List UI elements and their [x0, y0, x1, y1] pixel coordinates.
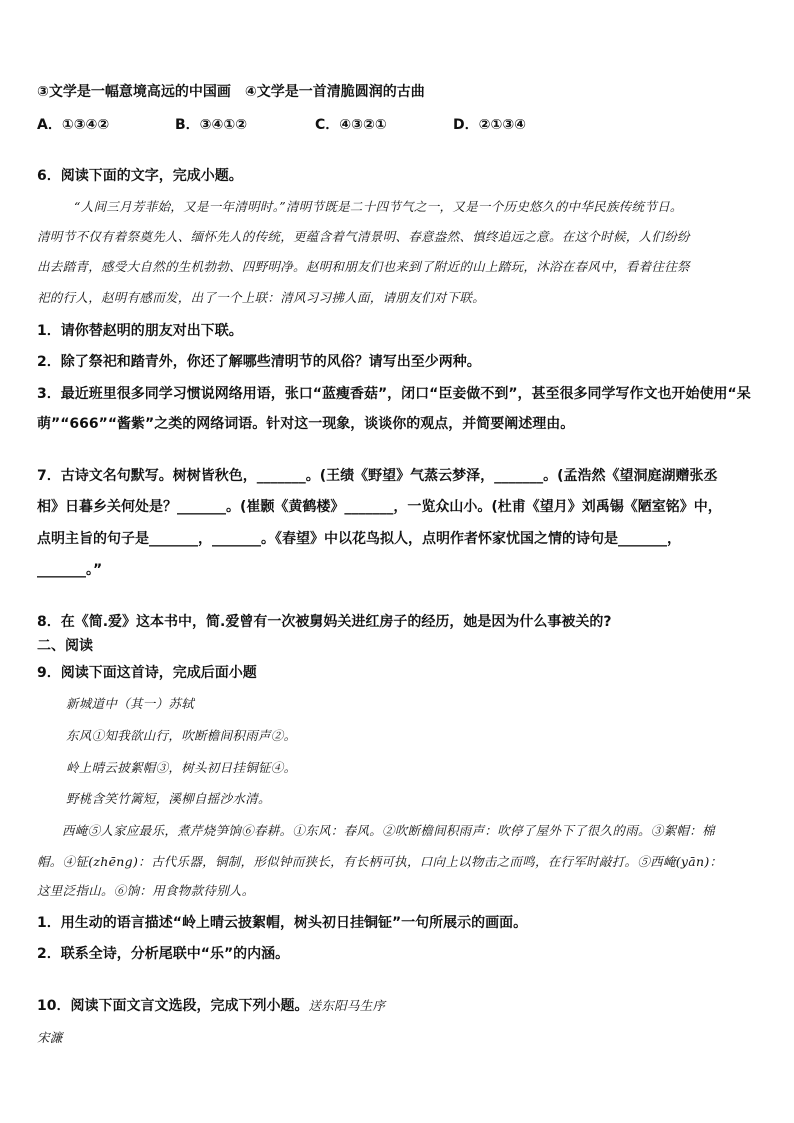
q6-sub-3: 3．最近班里很多同学习惯说网络用语，张口“蓝瘦香菇”，闭口“臣妾做不到”，甚至很多同学写作文也开始使用“呆 — [37, 386, 751, 402]
q5-option-d: D．②①③④ — [453, 117, 527, 133]
notes-line: 西崦⑤人家应最乐，煮芹烧笋饷⑥春耕。①东风：春风。②吹断檐间积雨声：吹停了屋外下了很久的雨。③絮帽：棉 — [62, 823, 715, 838]
q6-sub-3-cont: 萌”“666”“酱紫”之类的网络词语。针对这一现象，谈谈你的观点，并简要阐述理由。 — [37, 416, 575, 432]
poem-title: 新城道中（其一）苏轼 — [66, 696, 195, 711]
poem-line: 岭上晴云披絮帽③，树头初日挂铜钲④。 — [66, 760, 297, 775]
q10-title-line — [37, 996, 764, 1016]
q9-title: 9．阅读下面这首诗，完成后面小题 — [37, 665, 257, 681]
q5-line: ③文学是一幅意境高远的中国画 ④文学是一首清脆圆润的古曲 — [37, 84, 425, 100]
notes-line: 这里泛指山。⑥饷：用食物款待别人。 — [37, 883, 255, 898]
q6-passage-line: “人间三月芳菲始，又是一年清明时。”清明节既是二十四节气之一，又是一个历史悠久的中华民族传统节日。 — [74, 199, 683, 214]
q7-line: 点明主旨的句子是_______，_______。《春望》中以花鸟拟人，点明作者怀家忧国之情的诗句是_______， — [37, 531, 681, 547]
q6-passage-line: 清明节不仅有着祭奠先人、缅怀先人的传统，更蕴含着气清景明、春意盎然、慎终追远之意。在这个时候，人们纷纷 — [37, 229, 690, 244]
q5-option-c: C．④③②① — [315, 117, 387, 133]
q10-title: 10．阅读下面文言文选段，完成下列小题。 — [37, 998, 309, 1014]
section-heading: 二、阅读 — [37, 638, 93, 654]
q6-sub-2: 2．除了祭祀和踏青外，你还了解哪些清明节的风俗？请写出至少两种。 — [37, 354, 481, 370]
q6-sub-1: 1．请你替赵明的朋友对出下联。 — [37, 323, 243, 339]
q7-line: 相》日暮乡关何处是？_______。(崔颢《黄鹤楼》_______，一览众山小。(杜甫《望月》刘禹锡《陋室铭》中， — [37, 499, 722, 515]
q7-line: 7．古诗文名句默写。树树皆秋色，_______。(王绩《野望》气蒸云梦泽，_______。(孟浩然《望洞庭湖赠张丞 — [37, 468, 718, 484]
q7-line: _______。” — [37, 562, 103, 578]
q5-option-a: A．①③④② — [37, 117, 110, 133]
q9-sub-2: 2．联系全诗，分析尾联中“乐”的内涵。 — [37, 946, 290, 962]
poem-line: 野桃含笑竹篱短，溪柳自摇沙水清。 — [66, 791, 271, 806]
q6-passage-line: 出去踏青，感受大自然的生机勃勃、四野明净。赵明和朋友们也来到了附近的山上踏玩，沐浴在春风中，看着往往祭 — [37, 259, 690, 274]
q10-passage-title: 送东阳马生序 — [308, 998, 386, 1013]
notes-line: 帽。④钲(zhēng)：古代乐器，铜制，形似钟而狭长，有长柄可执，口向上以物击之而鸣，在行军时敲打。⑤西崦(yān)： — [37, 854, 723, 869]
poem-line: 东风①知我欲山行，吹断檐间积雨声②。 — [66, 728, 297, 743]
q10-author: 宋濂 — [37, 1030, 63, 1045]
q6-passage-line: 祀的行人，赵明有感而发，出了一个上联：清风习习拂人面，请朋友们对下联。 — [37, 290, 486, 305]
q8-line: 8．在《简.爱》这本书中，简.爱曾有一次被舅妈关进红房子的经历，她是因为什么事被关的? — [37, 614, 612, 630]
q5-option-b: B．③④①② — [175, 117, 248, 133]
q6-title: 6．阅读下面的文字，完成小题。 — [37, 168, 243, 184]
q9-sub-1: 1．用生动的语言描述“岭上晴云披絮帽，树头初日挂铜钲”一句所展示的画面。 — [37, 915, 528, 931]
